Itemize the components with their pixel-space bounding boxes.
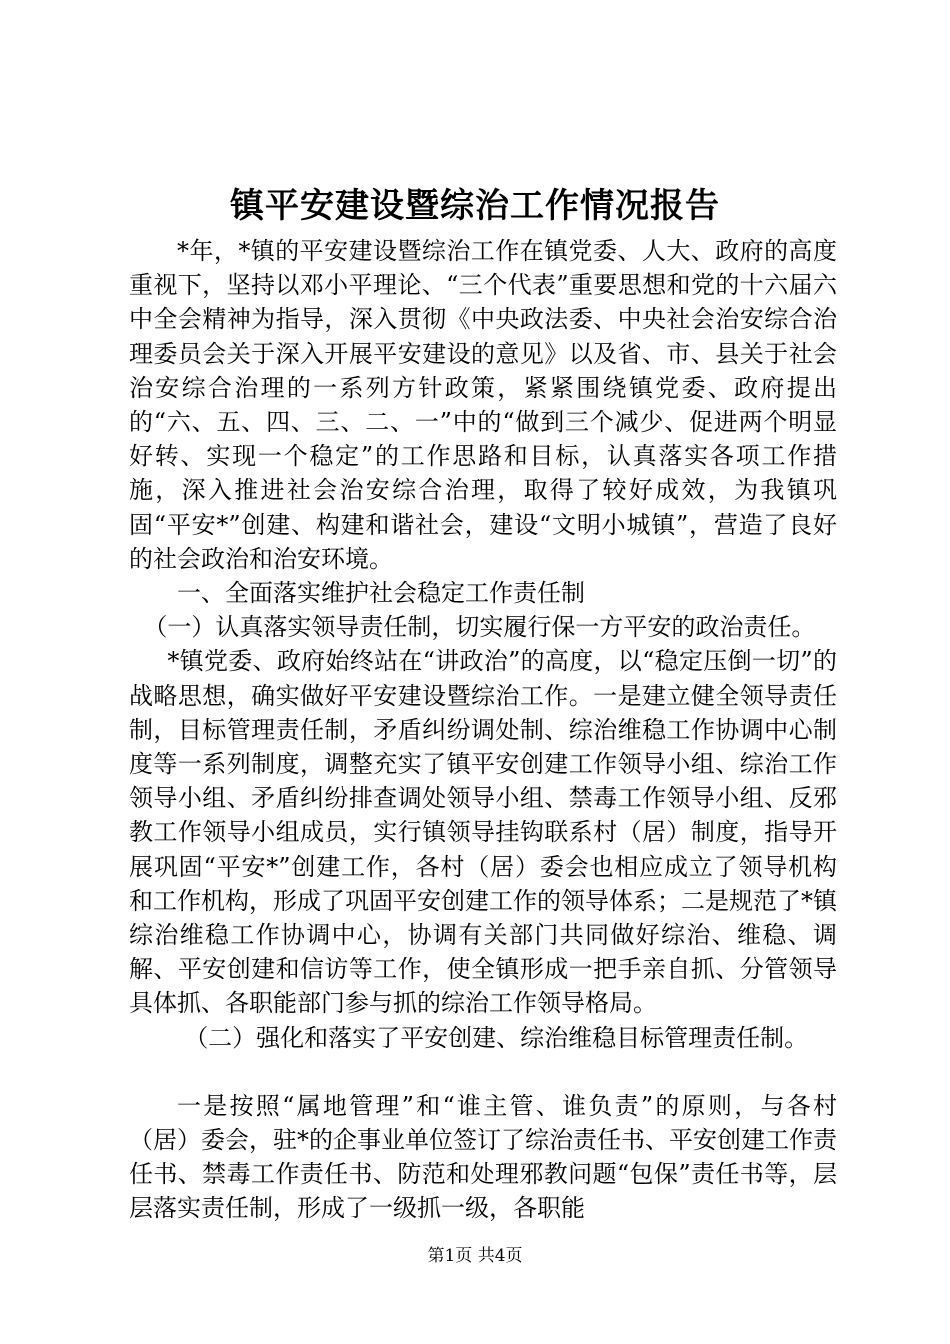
subsection-heading-2: （二）强化和落实了平安创建、综治维稳目标管理责任制。: [184, 1023, 809, 1052]
section-heading-1: 一、全面落实维护社会稳定工作责任制: [177, 579, 585, 608]
page-number-footer: 第1页 共4页: [427, 1246, 523, 1266]
page-title: 镇平安建设暨综治工作情况报告: [230, 186, 720, 226]
paragraph-leadership: *镇党委、政府始终站在“讲政治”的高度，以“稳定压倒一切”的战略思想，确实做好平安建设暨综治工作。一是建立健全领导责任制，目标管理责任制，矛盾纠纷调处制、综治维稳工作协调中心制度等一系列制度，调整充实了镇平安创建工作领导小组、综治工作领导小组、矛盾纠纷排查调处领导小组、禁毒工作领导小组、反邪教工作领导小组成员，实行镇领导挂钩联系村（居）制度，指导开展巩固“平安*”创建工作，各村（居）委会也相应成立了领导机构和工作机构，形成了巩固平安创建工作的领导体系；二是规范了*镇综治维稳工作协调中心，协调有关部门共同做好综治、维稳、调解、平安创建和信访等工作，使全镇形成一把手亲自抓、分管领导具体抓、各职能部门参与抓的综治工作领导格局。: [129, 647, 837, 1018]
paragraph-intro: *年，*镇的平安建设暨综治工作在镇党委、人大、政府的高度重视下，坚持以邓小平理论、“三个代表”重要思想和党的十六届六中全会精神为指导，深入贯彻《中央政法委、中央社会治安综合治理委员会关于深入开展平安建设的意见》以及省、市、县关于社会治安综合治理的一系列方针政策，紧紧围绕镇党委、政府提出的“六、五、四、三、二、一”中的“做到三个减少、促进两个明显好转、实现一个稳定”的工作思路和目标，认真落实各项工作措施，深入推进社会治安综合治理，取得了较好成效，为我镇巩固“平安*”创建、构建和谐社会，建设“文明小城镇”，营造了良好的社会政治和治安环境。: [129, 237, 837, 573]
paragraph-gap: [129, 1055, 837, 1089]
document-body: [129, 234, 837, 1226]
paragraph-responsibility: 一是按照“属地管理”和“谁主管、谁负责”的原则，与各村（居）委会，驻*的企事业单位签订了综治责任书、平安创建工作责任书、禁毒工作责任书、防范和处理邪教问题“包保”责任书等，层层落实责任制，形成了一级抓一级，各职能: [129, 1091, 837, 1223]
subsection-heading-1: （一）认真落实领导责任制，切实履行保一方平安的政治责任。: [143, 613, 816, 642]
